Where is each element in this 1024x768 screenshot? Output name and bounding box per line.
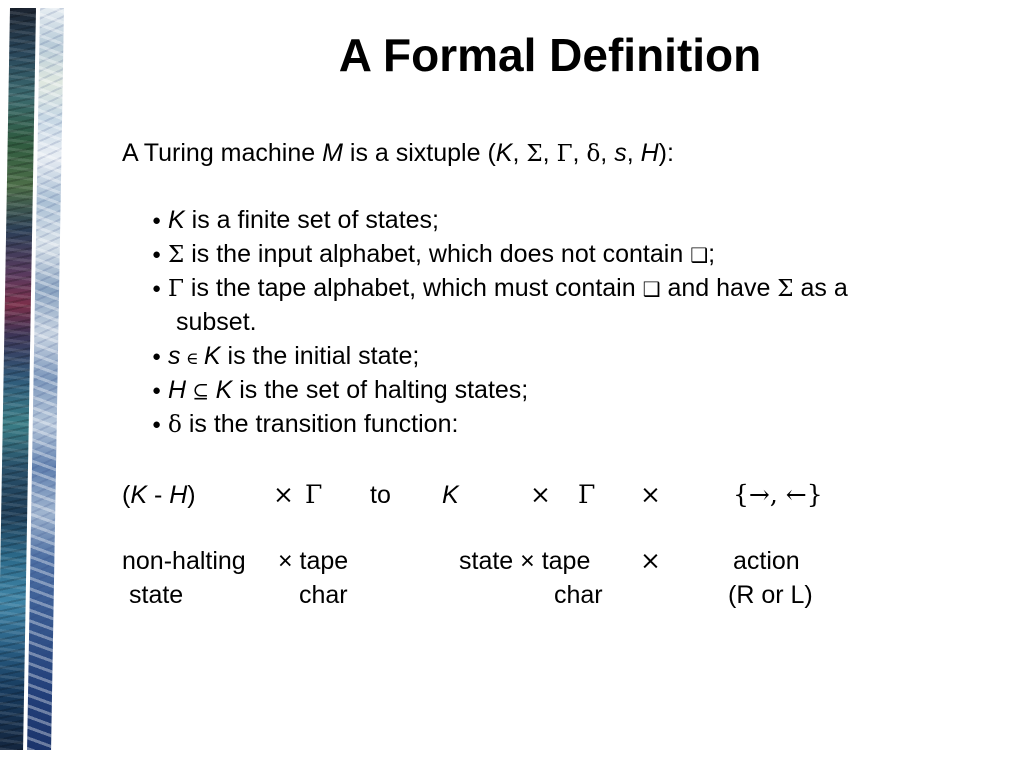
bullet-icon: ●	[152, 280, 162, 297]
direction-set: {→, ←}	[733, 480, 823, 509]
bullet-continuation: subset.	[176, 308, 257, 336]
bullet-text: is the input alphabet, which does not contain	[184, 240, 691, 268]
sigma-symbol: Σ	[168, 242, 185, 268]
bullet-icon: ●	[152, 348, 162, 365]
bullet-icon: ●	[152, 212, 162, 229]
separator: ,	[512, 139, 527, 167]
bullet-item	[152, 341, 419, 374]
separator: ,	[600, 139, 615, 167]
var-k: K	[442, 481, 459, 509]
bullet-text: is the tape alphabet, which must contain	[183, 274, 643, 302]
var-m: M	[322, 139, 343, 167]
bullet-icon: ●	[152, 416, 162, 433]
times-symbol: ×	[530, 480, 551, 509]
bullet-item	[152, 409, 458, 440]
separator: ,	[572, 139, 587, 167]
intro-text: is a sixtuple (	[342, 139, 496, 167]
legend-state-tape: state × tape	[459, 547, 591, 575]
legend-nonhalting: non-halting	[122, 547, 246, 575]
var-k: K	[168, 206, 185, 234]
subset-symbol: ⊆	[186, 379, 216, 403]
times-symbol: ×	[640, 546, 661, 575]
gamma-symbol: Γ	[168, 276, 184, 302]
separator: ,	[542, 139, 557, 167]
times-symbol: ×	[273, 480, 294, 509]
to-word: to	[370, 481, 391, 509]
intro-text: ):	[658, 139, 674, 167]
legend-char: char	[299, 581, 348, 609]
blank-symbol-icon: ❑	[642, 277, 661, 301]
bullet-text: is the initial state;	[220, 342, 420, 370]
blank-symbol-icon: ❑	[690, 243, 709, 267]
delta-symbol: δ	[168, 412, 182, 438]
delta-symbol: δ	[586, 141, 601, 167]
paren: (	[122, 481, 131, 509]
element-of-symbol: ∈	[180, 349, 204, 369]
bullet-text: ;	[708, 240, 716, 268]
bullet-item	[152, 375, 528, 406]
var-h: H	[640, 139, 659, 167]
var-k: K	[215, 376, 233, 404]
separator: ,	[626, 139, 641, 167]
intro-text: A Turing machine	[122, 139, 323, 167]
var-k: K	[130, 481, 148, 509]
legend-state: state	[129, 581, 184, 609]
bullet-item	[152, 273, 848, 304]
var-k: K	[495, 139, 513, 167]
sigma-symbol: Σ	[777, 276, 794, 302]
legend-tape: × tape	[278, 547, 349, 575]
bullet-text: and have	[660, 274, 778, 302]
minus-sign: -	[147, 481, 170, 509]
bullet-text: is a finite set of states;	[184, 206, 439, 234]
gamma-symbol: Γ	[578, 480, 596, 509]
gamma-symbol: Γ	[556, 141, 573, 167]
var-h: H	[169, 481, 188, 509]
intro-line	[122, 138, 674, 169]
bullet-icon: ●	[152, 382, 162, 399]
bullet-item	[152, 239, 715, 270]
sigma-symbol: Σ	[526, 141, 543, 167]
var-k: K	[203, 342, 221, 370]
bullet-icon: ●	[152, 246, 162, 263]
bullet-text: is the set of halting states;	[232, 376, 529, 404]
bullet-text: as a	[793, 274, 848, 302]
legend-char: char	[554, 581, 603, 609]
slide-title: A Formal Definition	[338, 29, 762, 81]
legend-r-or-l: (R or L)	[728, 581, 813, 609]
bullet-item	[152, 205, 439, 236]
legend-action: action	[733, 547, 800, 575]
bullet-text: is the transition function:	[181, 410, 459, 438]
formula-domain	[122, 480, 196, 510]
var-s: s	[168, 342, 181, 370]
gamma-symbol: Γ	[305, 480, 323, 509]
var-s: s	[614, 139, 627, 167]
times-symbol: ×	[640, 480, 661, 509]
paren: )	[187, 481, 196, 509]
var-h: H	[168, 376, 187, 404]
